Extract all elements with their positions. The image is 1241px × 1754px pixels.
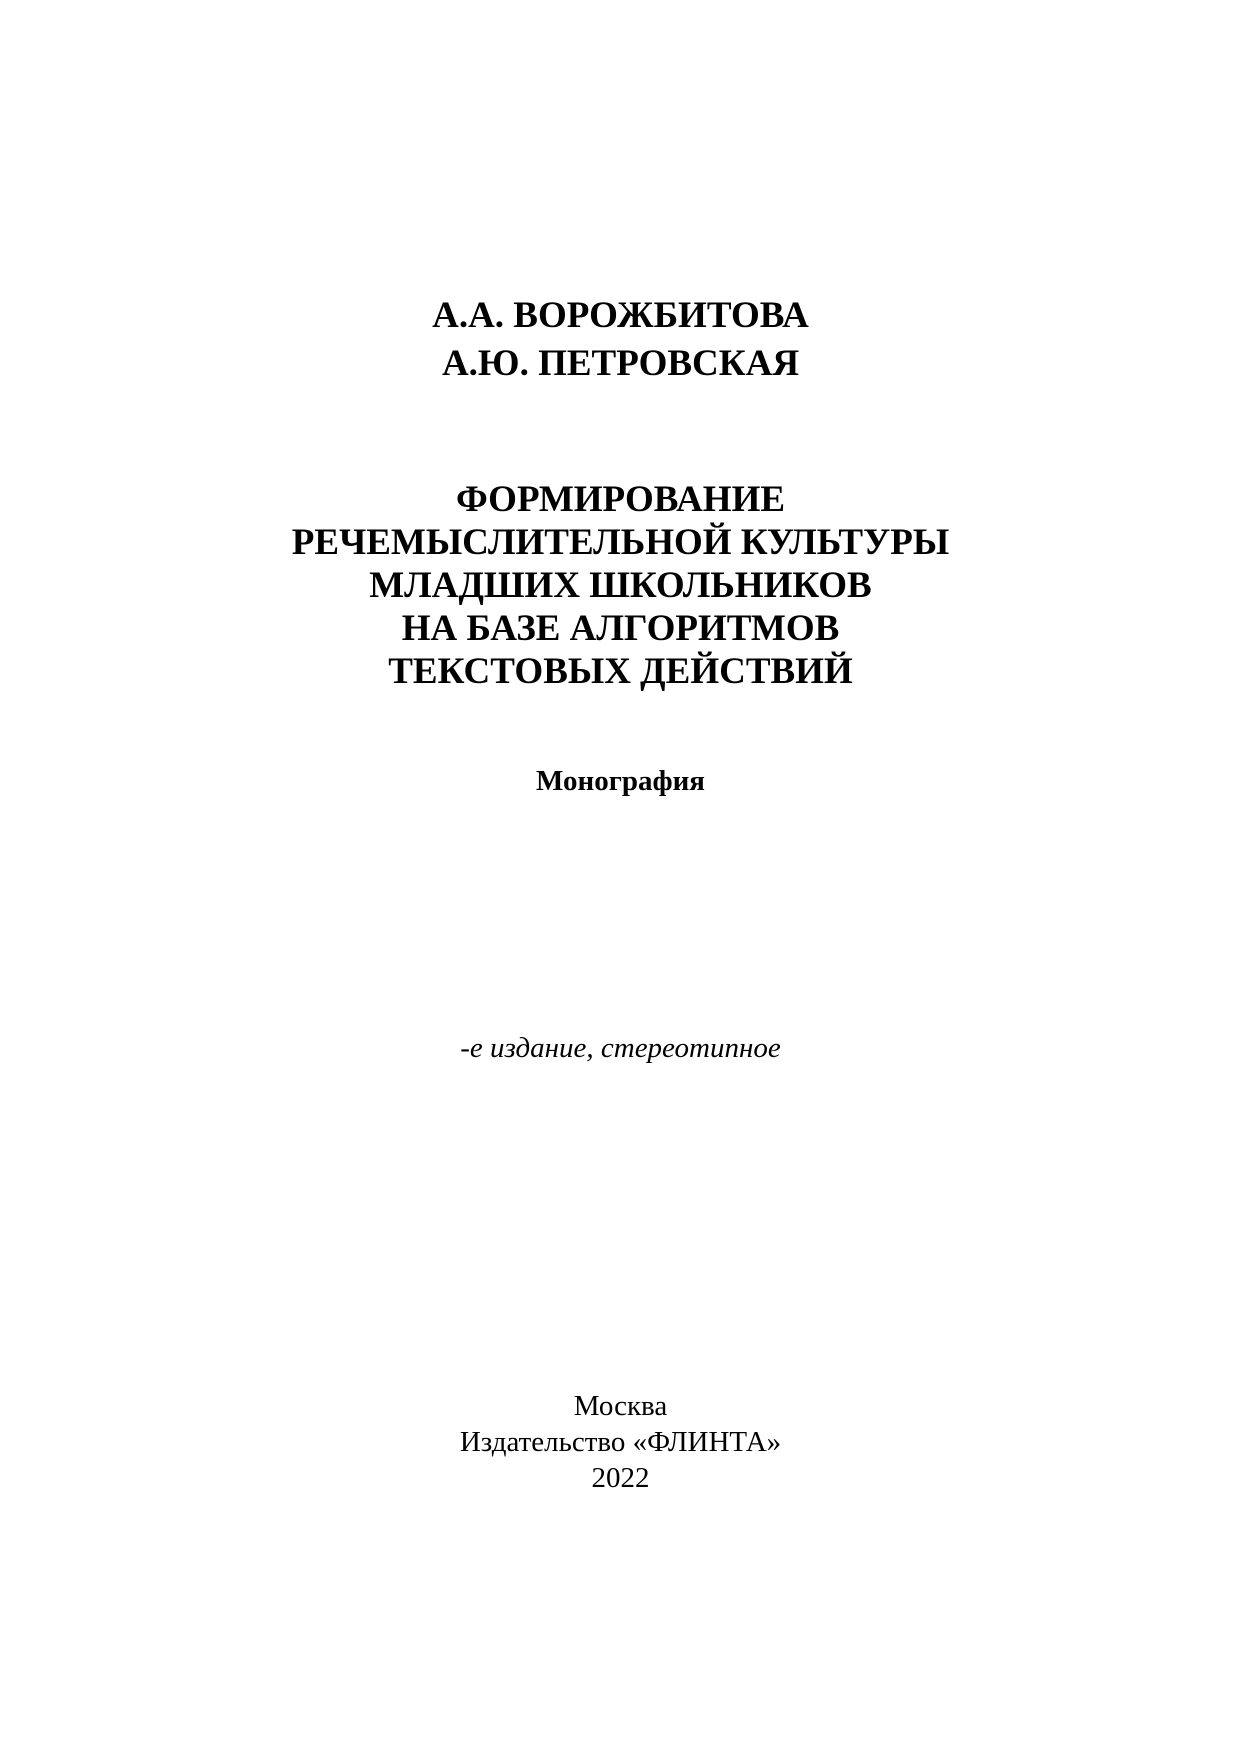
genre-label: Монография xyxy=(536,765,705,797)
author-name: А.А. ВОРОЖБИТОВА xyxy=(432,295,809,336)
title-line: ТЕКСТОВЫХ ДЕЙСТВИЙ xyxy=(388,651,853,692)
imprint-year: 2022 xyxy=(591,1462,650,1494)
imprint-block xyxy=(0,1388,1241,1496)
author-name: А.Ю. ПЕТРОВСКАЯ xyxy=(441,343,800,384)
title-line: МЛАДШИХ ШКОЛЬНИКОВ xyxy=(369,565,872,606)
authors-block xyxy=(0,292,1241,388)
title-line: НА БАЗЕ АЛГОРИТМОВ xyxy=(401,608,840,649)
imprint-publisher: Издательство «ФЛИНТА» xyxy=(459,1426,782,1458)
title-line: ФОРМИРОВАНИЕ xyxy=(455,479,786,520)
edition-label: -е издание, стереотипное xyxy=(460,1032,781,1064)
imprint-city: Москва xyxy=(573,1390,668,1422)
book-title xyxy=(0,478,1241,693)
title-line: РЕЧЕМЫСЛИТЕЛЬНОЙ КУЛЬТУРЫ xyxy=(291,522,950,563)
